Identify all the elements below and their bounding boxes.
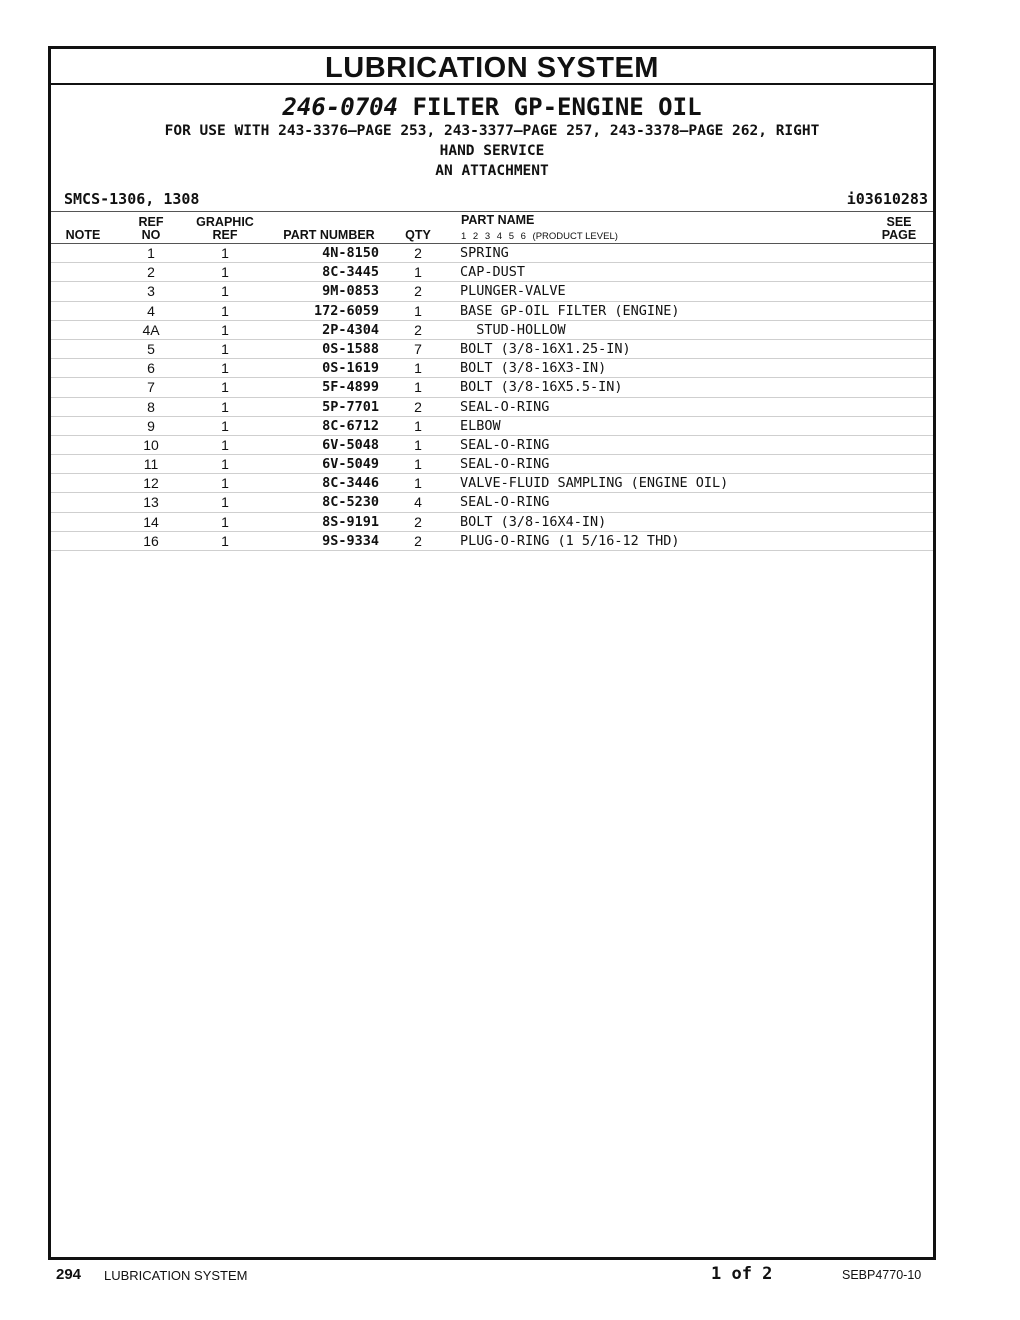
ref-no: 9: [147, 417, 155, 434]
graphic-ref: 1: [221, 283, 229, 300]
group-heading: [51, 93, 933, 181]
ref-no: 13: [143, 494, 159, 511]
parts-table: [51, 244, 933, 551]
product-levels: 1 2 3 4 5 6 (PRODUCT LEVEL): [461, 231, 618, 242]
part-number: 8C-3446: [322, 475, 379, 492]
part-name: PLUG-O-RING (1 5/16-12 THD): [460, 532, 680, 549]
part-name: CAP-DUST: [460, 264, 526, 281]
qty: 2: [414, 398, 422, 415]
graphic-ref: 1: [221, 379, 229, 396]
ref-no: 8: [147, 398, 155, 415]
part-name: BOLT (3/8-16X1.25-IN): [460, 340, 631, 357]
table-row: [51, 359, 933, 378]
part-name: SEAL-O-RING: [460, 398, 550, 415]
qty: 1: [414, 360, 422, 377]
qty: 2: [414, 283, 422, 300]
part-name: BOLT (3/8-16X5.5-IN): [460, 379, 623, 396]
graphic-ref: 1: [221, 264, 229, 281]
graphic-ref: 1: [221, 494, 229, 511]
smcs-row: [51, 187, 933, 211]
qty: 2: [414, 532, 422, 549]
part-number: 6V-5048: [322, 436, 379, 453]
qty: 1: [414, 436, 422, 453]
part-number: 8C-3445: [322, 264, 379, 281]
table-row: [51, 417, 933, 436]
graphic-ref: 1: [221, 302, 229, 319]
ref-no: 6: [147, 360, 155, 377]
use-with-line-3: AN ATTACHMENT: [435, 163, 549, 179]
graphic-ref: 1: [221, 456, 229, 473]
part-number: 5P-7701: [322, 398, 379, 415]
part-name: VALVE-FLUID SAMPLING (ENGINE OIL): [460, 475, 729, 492]
col-part-number: PART NUMBER: [283, 228, 375, 242]
qty: 1: [414, 417, 422, 434]
part-name: BOLT (3/8-16X4-IN): [460, 513, 607, 530]
page-number: 294: [56, 1266, 82, 1283]
table-header: [51, 211, 933, 244]
table-row: [51, 398, 933, 417]
ref-no: 10: [143, 436, 159, 453]
qty: 1: [414, 264, 422, 281]
qty: 2: [414, 245, 422, 261]
col-part-name: PART NAME: [461, 213, 535, 227]
graphic-ref: 1: [221, 436, 229, 453]
part-number: 4N-8150: [322, 245, 379, 261]
graphic-ref: 1: [221, 513, 229, 530]
ref-no: 7: [147, 379, 155, 396]
use-with-line-1: FOR USE WITH 243-3376—PAGE 253, 243-3377—PAGE 257, 243-3378—PAGE 262, RIGHT: [164, 123, 820, 139]
part-number: 6V-5049: [322, 456, 379, 473]
graphic-ref: 1: [221, 340, 229, 357]
part-name: STUD-HOLLOW: [460, 321, 566, 338]
part-name: PLUNGER-VALVE: [460, 283, 566, 300]
table-row: [51, 532, 933, 551]
part-name: ELBOW: [460, 417, 501, 434]
graphic-ref: 1: [221, 360, 229, 377]
table-row: [51, 282, 933, 301]
qty: 1: [414, 475, 422, 492]
part-number: 8C-5230: [322, 494, 379, 511]
part-number: 8S-9191: [322, 513, 379, 530]
ref-no: 4A: [142, 321, 160, 338]
page-frame: [48, 46, 936, 1260]
graphic-ref: 1: [221, 532, 229, 549]
group-part-number: 246-0704: [282, 93, 399, 121]
qty: 1: [414, 302, 422, 319]
ref-no: 14: [143, 513, 159, 530]
doc-id: SEBP4770-10: [842, 1268, 922, 1282]
table-row: [51, 493, 933, 512]
part-number: 9S-9334: [322, 532, 379, 549]
col-see-page: SEE PAGE: [881, 215, 917, 242]
part-number: 0S-1619: [322, 360, 379, 377]
table-row: [51, 340, 933, 359]
ref-no: 11: [143, 456, 159, 473]
table-row: [51, 321, 933, 340]
qty: 4: [414, 494, 422, 511]
table-row: [51, 513, 933, 532]
graphic-ref: 1: [221, 321, 229, 338]
graphic-ref: 1: [221, 475, 229, 492]
part-number: 2P-4304: [322, 321, 379, 338]
illustration-id: i03610283: [846, 190, 928, 208]
table-row: [51, 455, 933, 474]
title-bar: [51, 49, 933, 85]
graphic-ref: 1: [221, 398, 229, 415]
qty: 1: [414, 456, 422, 473]
table-row: [51, 474, 933, 493]
table-row: [51, 263, 933, 282]
qty: 7: [414, 340, 422, 357]
col-ref-no: REF NO: [138, 215, 164, 242]
ref-no: 3: [147, 283, 155, 300]
ref-no: 4: [147, 302, 155, 319]
part-name: BOLT (3/8-16X3-IN): [460, 360, 607, 377]
table-row: [51, 302, 933, 321]
qty: 2: [414, 321, 422, 338]
table-row: [51, 378, 933, 397]
group-part-name: FILTER GP-ENGINE OIL: [412, 93, 702, 121]
smcs-codes: SMCS-1306, 1308: [64, 190, 200, 208]
ref-no: 16: [143, 532, 159, 549]
part-number: 172-6059: [313, 302, 379, 319]
part-name: BASE GP-OIL FILTER (ENGINE): [460, 302, 680, 319]
part-name: SEAL-O-RING: [460, 436, 550, 453]
ref-no: 2: [147, 264, 155, 281]
page-title: LUBRICATION SYSTEM: [325, 52, 659, 84]
ref-no: 1: [147, 245, 155, 261]
part-name: SEAL-O-RING: [460, 456, 550, 473]
col-note: NOTE: [65, 228, 101, 242]
table-row: [51, 436, 933, 455]
part-number: 8C-6712: [322, 417, 379, 434]
part-number: 9M-0853: [322, 283, 379, 300]
page-of: 1 of 2: [711, 1264, 773, 1284]
ref-no: 12: [143, 475, 159, 492]
part-number: 0S-1588: [322, 340, 379, 357]
graphic-ref: 1: [221, 417, 229, 434]
table-row: [51, 244, 933, 263]
use-with-line-2: HAND SERVICE: [439, 143, 545, 159]
col-graphic-ref: GRAPHIC REF: [196, 215, 254, 242]
part-number: 5F-4899: [322, 379, 379, 396]
graphic-ref: 1: [221, 245, 229, 261]
part-name: SPRING: [460, 245, 509, 261]
qty: 1: [414, 379, 422, 396]
ref-no: 5: [147, 340, 155, 357]
col-qty: QTY: [405, 228, 431, 242]
footer-section: LUBRICATION SYSTEM: [104, 1268, 248, 1283]
qty: 2: [414, 513, 422, 530]
part-name: SEAL-O-RING: [460, 494, 550, 511]
page-footer: [0, 1266, 1020, 1290]
group-title: [51, 93, 933, 121]
